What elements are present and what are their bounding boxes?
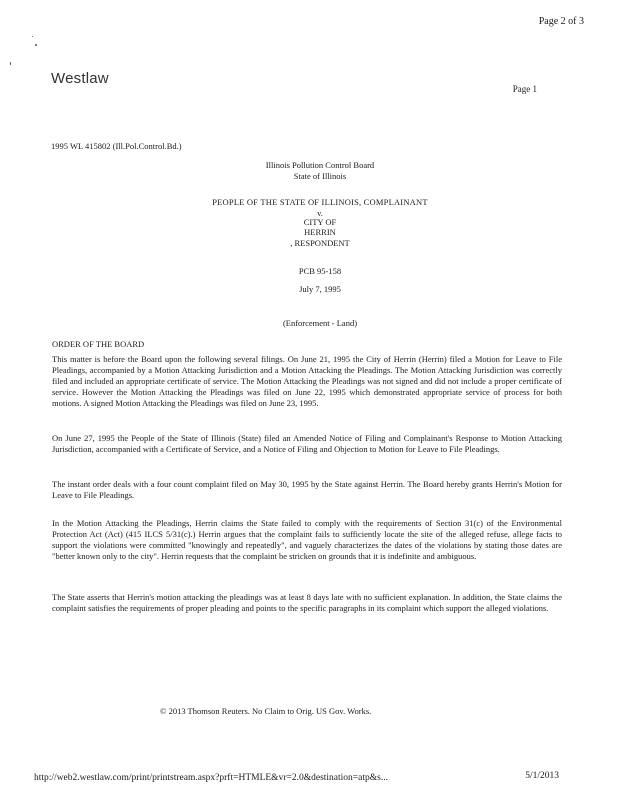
state-name: State of Illinois: [293, 171, 347, 181]
respondent-label: , RESPONDENT: [290, 238, 350, 248]
paragraph: This matter is before the Board upon the following several filings. On June 21, 1995 the City of Herrin (Herrin) filed a Motion for Leave to File Pleadings, accompanied by a Motion Attacking Jurisdiction and a Motion Attacking the Pleadings. The Motion Attacking Jurisdiction was correctly filed and included an appropriate certificate of service. The Motion Attacking the Pleadings was not signed and did not include a proper certificate of service. However the Motion Attacking the Pleadings was filed on June 22, 1995 which demonstrated appropriate service of process for both motions. A signed Motion Attacking the Pleadings was filed on June 23, 1995.: [52, 354, 562, 408]
citation: 1995 WL 415802 (Ill.Pol.Control.Bd.): [51, 141, 182, 151]
paragraph: On June 27, 1995 the People of the State of Illinois (State) filed an Amended Notice of Filing and Complainant's Response to Motion Attacking Jurisdiction, accompanied with a Certificate of Service, and a Notice of Filing and Objection to Motion for Leave to File Pleadings.: [52, 433, 562, 454]
paragraph: The State asserts that Herrin's motion attacking the pleadings was at least 8 days late with no sufficient explanation. In addition, the State claims the complaint satisfies the requirements of proper pleading and points to the specific paragraphs in its complaint which support the alleged violations.: [52, 592, 562, 613]
scan-speck: [10, 62, 11, 65]
order-title: ORDER OF THE BOARD: [52, 339, 145, 349]
copyright-footer: © 2013 Thomson Reuters. No Claim to Orig. US Gov. Works.: [160, 706, 372, 716]
paragraph: The instant order deals with a four count complaint filed on May 30, 1995 by the State against Herrin. The Board hereby grants Herrin's Motion for Leave to File Pleadings.: [52, 479, 562, 500]
case-number: PCB 95-158: [298, 266, 342, 276]
page-count: Page 2 of 3: [538, 16, 584, 27]
complainant: PEOPLE OF THE STATE OF ILLINOIS, COMPLAINANT: [212, 197, 428, 207]
print-date: 5/1/2013: [525, 771, 559, 781]
respondent-name: HERRIN: [304, 227, 336, 237]
order-date: July 7, 1995: [299, 284, 341, 294]
paragraph: In the Motion Attacking the Pleadings, Herrin claims the State failed to comply with the requirements of Section 31(c) of the Environmental Protection Act (Act) (415 ILCS 5/31(c).) Herrin argues that the complaint fails to sufficiently locate the site of the alleged refuse, allege facts to support the violations were committed "knowingly and repeatedly", and vaguely characterizes the dates of the violations by stating those dates are "better known only to the city". Herrin requests that the complaint be stricken on grounds that it is indefinite and ambiguous.: [52, 518, 562, 561]
westlaw-logo: Westlaw: [51, 70, 109, 87]
scan-speck: [32, 36, 33, 37]
scan-speck: [35, 44, 37, 46]
print-url: http://web2.westlaw.com/print/printstream.aspx?prft=HTMLE&vr=2.0&destination=atp&s...: [34, 773, 388, 783]
page-label: Page 1: [512, 84, 537, 94]
case-type: (Enforcement - Land): [282, 318, 358, 328]
versus: v.: [317, 208, 323, 218]
board-name: Illinois Pollution Control Board: [265, 160, 375, 170]
city-label: CITY OF: [303, 217, 337, 227]
